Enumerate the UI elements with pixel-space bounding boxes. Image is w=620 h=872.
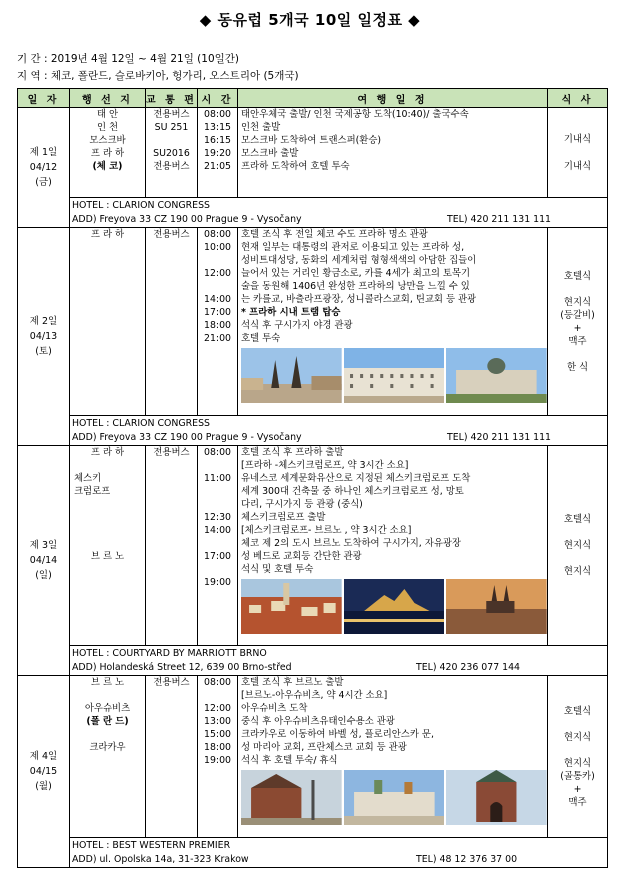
day1-weekday: (금) — [35, 177, 52, 188]
meal — [548, 348, 607, 361]
meal — [548, 526, 607, 539]
day4-photos — [241, 770, 547, 825]
transport: 전용버스 — [153, 161, 190, 172]
time: 08:00 — [203, 447, 232, 458]
day3-itinerary — [238, 446, 548, 646]
day4-weekday: (월) — [35, 781, 52, 792]
region: (체 코) — [92, 161, 123, 172]
day2-times — [198, 228, 238, 416]
time: 21:00 — [203, 333, 232, 344]
transport: 전용버스 — [153, 447, 190, 458]
day1-regions — [70, 108, 146, 198]
region — [70, 459, 145, 472]
day4-times — [198, 676, 238, 838]
itinerary-line: 호텔 조식 후 브르노 출발 — [241, 677, 344, 688]
itinerary-line: 중식 후 아우슈비츠유태인수용소 관광 — [241, 716, 395, 727]
day1-itinerary — [238, 108, 548, 198]
meal: (골통카) — [560, 770, 595, 782]
region — [70, 537, 145, 550]
itinerary-line: 크라카우로 이동하여 바벨 성, 플로리안스카 문, — [241, 729, 434, 740]
meal: 호텔식 — [563, 705, 592, 717]
time: 12:00 — [203, 703, 232, 714]
transport: 전용버스 — [153, 229, 190, 240]
hotel-name: HOTEL : CLARION CONGRESS — [72, 199, 211, 211]
itinerary-line: 모스크바 도착하여 트랜스퍼(환승) — [241, 135, 382, 146]
header-destination: 행 선 지 — [70, 89, 146, 108]
day3-photos — [241, 579, 547, 634]
time — [198, 563, 237, 576]
itinerary-line: 체코 제 2의 도시 브르노 도착하여 구시가지, 자유광장 — [241, 538, 461, 549]
itinerary-line: [프라하 -체스키크럼로프, 약 3시간 소요] — [241, 460, 409, 471]
meal — [548, 552, 607, 565]
day4-hotel-row — [18, 838, 608, 868]
hotel-address: ADD) Holandeská Street 12, 639 00 Brno-střed — [72, 661, 292, 673]
day1-hotel — [70, 198, 608, 228]
itinerary-line: 석식 후 구시가지 야경 관광 — [241, 320, 353, 331]
time: 19:00 — [203, 755, 232, 766]
day3-label: 제 3일 — [29, 540, 58, 551]
day1-row — [18, 108, 608, 198]
prague-statues-photo — [241, 348, 342, 403]
brno-cathedral-photo — [446, 579, 547, 634]
day1-label: 제 1일 — [29, 147, 58, 158]
day1-times — [198, 108, 238, 198]
region: 태 안 — [96, 109, 119, 120]
itinerary-line: 프라하 도착하여 호텔 투숙 — [241, 161, 350, 172]
header-transport: 교 통 편 — [146, 89, 198, 108]
day4-label: 제 4일 — [29, 751, 58, 762]
hotel-address: ADD) Freyova 33 CZ 190 00 Prague 9 - Vysočany — [72, 431, 302, 443]
florian-gate-photo — [446, 770, 547, 825]
time: 14:00 — [203, 525, 232, 536]
header-meals: 식 사 — [548, 89, 608, 108]
day1-transport — [146, 108, 198, 198]
day1-meals — [548, 108, 608, 198]
time: 08:00 — [203, 229, 232, 240]
itinerary-line: 성 베드로 교회등 간단한 관광 — [241, 551, 362, 562]
day1-date-cell — [18, 108, 70, 228]
meal — [548, 283, 607, 296]
meal — [548, 718, 607, 731]
day2-label: 제 2일 — [29, 316, 58, 327]
region: 프 라 하 — [90, 229, 125, 240]
itinerary-line: [체스키크럼로프- 브르노 , 약 3시간 소요] — [241, 525, 412, 536]
itinerary-line: 는 카를교, 바츨라프광장, 성니콜라스교회, 틴교회 등 관광 — [241, 294, 477, 305]
meal: 현지식 — [563, 566, 592, 577]
day3-regions — [70, 446, 146, 646]
time: 21:05 — [203, 161, 232, 172]
meal — [548, 744, 607, 757]
prague-castle-photo — [344, 348, 445, 403]
time: 17:00 — [203, 551, 232, 562]
day3-transport — [146, 446, 198, 646]
header-date: 일 자 — [18, 89, 70, 108]
hotel-tel: TEL) 420 211 131 111 — [447, 431, 552, 443]
time: 13:15 — [203, 122, 232, 133]
meal: 맥주 — [568, 335, 587, 347]
time — [198, 485, 237, 498]
time: 14:00 — [203, 294, 232, 305]
itinerary-line: 늘어서 있는 거리인 황금소로, 카를 4세가 최고의 토목기 — [241, 268, 471, 279]
time — [198, 280, 237, 293]
day3-hotel-row — [18, 646, 608, 676]
national-museum-photo — [446, 348, 547, 403]
itinerary-line: 체스키크럼로프 출발 — [241, 512, 326, 523]
itinerary-line: 석식 후 호텔 투숙/ 휴식 — [241, 755, 338, 766]
region: 모스크바 — [89, 135, 126, 146]
itinerary-line: 인천 출발 — [241, 122, 281, 133]
meal: 한 식 — [566, 361, 589, 373]
transport: SU 251 — [154, 122, 189, 133]
day4-transport — [146, 676, 198, 838]
day4-date-cell — [18, 676, 70, 868]
day2-itinerary — [238, 228, 548, 416]
region: 아우슈비츠 — [84, 703, 131, 714]
itinerary-line: 성비트대성당, 동화의 세계처럼 형형색색의 아담한 집들이 — [241, 255, 477, 266]
day2-hotel-row — [18, 416, 608, 446]
itinerary-line: 유네스코 세계문화유산으로 지정된 체스키크럼로프 도착 — [241, 473, 471, 484]
time: 12:00 — [203, 268, 232, 279]
meal: 현지식 — [563, 540, 592, 551]
time: 18:00 — [203, 320, 232, 331]
itinerary-line: 성 마리아 교회, 프란체스코 교회 등 관광 — [241, 742, 407, 753]
itinerary-line: 호텔 투숙 — [241, 333, 281, 344]
time: 19:00 — [203, 577, 232, 588]
day2-transport — [146, 228, 198, 416]
meal: 호텔식 — [563, 514, 592, 525]
hotel-name: HOTEL : COURTYARD BY MARRIOTT BRNO — [72, 647, 267, 659]
travel-period: 기 간 : 2019년 4월 12일 ~ 4월 21일 (10일간) — [17, 53, 240, 65]
header-row — [18, 89, 608, 108]
region: 프 라 하 — [90, 148, 125, 159]
meal: 현지식 — [563, 757, 592, 769]
meal: + — [573, 783, 582, 795]
day3-meals — [548, 446, 608, 646]
hotel-tel: TEL) 420 211 131 111 — [447, 213, 552, 225]
day3-date: 04/14 — [29, 555, 58, 566]
day2-regions — [70, 228, 146, 416]
time — [198, 689, 237, 702]
itinerary-line: 아우슈비츠 도착 — [241, 703, 308, 714]
hotel-tel: TEL) 420 236 077 144 — [416, 661, 521, 673]
day2-meals — [548, 228, 608, 416]
region: (폴 란 드) — [86, 716, 129, 727]
time — [198, 459, 237, 472]
day1-hotel-row — [18, 198, 608, 228]
meal: + — [573, 322, 582, 334]
hotel-name: HOTEL : CLARION CONGRESS — [72, 417, 211, 429]
time: 17:00 — [203, 307, 232, 318]
time — [198, 254, 237, 267]
travel-region: 지 역 : 체코, 폴란드, 슬로바키아, 헝가리, 오스트리아 (5개국) — [17, 70, 299, 82]
day3-hotel — [70, 646, 608, 676]
day2-date: 04/13 — [29, 331, 58, 342]
hotel-name: HOTEL : BEST WESTERN PREMIER — [72, 839, 231, 851]
wawel-castle-photo — [344, 770, 445, 825]
day2-photos — [241, 348, 547, 403]
region: 브 르 노 — [90, 551, 125, 562]
time: 16:15 — [203, 135, 232, 146]
region: 브 르 노 — [90, 677, 125, 688]
meal: 현지식 — [563, 731, 592, 743]
day4-hotel — [70, 838, 608, 868]
region: 프 라 하 — [90, 447, 125, 458]
time: 08:00 — [203, 109, 232, 120]
meal: (등갈비) — [560, 309, 595, 321]
meal: 호텔식 — [563, 270, 592, 282]
region — [70, 524, 145, 537]
document-title: ◆ 동유럽 5개국 10일 일정표 ◆ — [199, 11, 421, 29]
itinerary-line: 술을 동원해 1406년 완성한 프라하의 낭만을 느낄 수 있 — [241, 281, 470, 292]
prague-night-photo — [344, 579, 445, 634]
hotel-tel: TEL) 48 12 376 37 00 — [416, 853, 518, 865]
region: 크럼로프 — [74, 486, 111, 497]
region — [70, 689, 145, 702]
day3-weekday: (일) — [35, 570, 52, 581]
itinerary-line: * 프라하 시내 트램 탑승 — [241, 307, 341, 318]
itinerary-line: 태안우체국 출발/ 인천 국제공항 도착(10:40)/ 출국수속 — [241, 109, 469, 120]
day2-weekday: (토) — [35, 346, 52, 357]
itinerary-line: [브르노-아우슈비츠, 약 4시간 소요] — [241, 690, 388, 701]
transport: 전용버스 — [153, 677, 190, 688]
day3-date-cell — [18, 446, 70, 676]
itinerary-line: 세계 300대 건축물 중 하나인 체스키크럼로프 성, 망토 — [241, 486, 464, 497]
itinerary-line: 모스크바 출발 — [241, 148, 299, 159]
day2-hotel — [70, 416, 608, 446]
day4-date: 04/15 — [29, 766, 58, 777]
meal: 기내식 — [563, 160, 592, 172]
meal: 현지식 — [563, 296, 592, 308]
time — [198, 498, 237, 511]
time: 12:30 — [203, 512, 232, 523]
time — [198, 537, 237, 550]
day3-row — [18, 446, 608, 646]
region: 크라카우 — [89, 742, 126, 753]
itinerary-line: 호텔 조식 후 프라하 출발 — [241, 447, 344, 458]
day4-itinerary — [238, 676, 548, 838]
day4-meals — [548, 676, 608, 838]
region: 인 천 — [96, 122, 119, 133]
schedule-table — [17, 88, 608, 868]
meal: 맥주 — [568, 796, 587, 808]
cesky-krumlov-photo — [241, 579, 342, 634]
region: 체스키 — [74, 473, 102, 484]
day2-date-cell — [18, 228, 70, 446]
transport: 전용버스 — [153, 109, 190, 120]
day1-date: 04/12 — [29, 162, 58, 173]
itinerary-line: 다리, 구시가지 등 관광 (중식) — [241, 499, 363, 510]
time: 15:00 — [203, 729, 232, 740]
itinerary-line: 호텔 조식 후 전일 체코 수도 프라하 명소 관광 — [241, 229, 428, 240]
region — [70, 498, 145, 511]
day4-row — [18, 676, 608, 838]
header-itinerary: 여 행 일 정 — [238, 89, 548, 108]
itinerary-line: 현재 일부는 대통령의 관저로 이용되고 있는 프라하 성, — [241, 242, 465, 253]
header-time: 시 간 — [198, 89, 238, 108]
time: 18:00 — [203, 742, 232, 753]
itinerary-line: 석식 및 호텔 투숙 — [241, 564, 314, 575]
time: 13:00 — [203, 716, 232, 727]
day2-row — [18, 228, 608, 416]
transport — [146, 134, 197, 147]
transport: SU2016 — [153, 148, 190, 159]
day3-times — [198, 446, 238, 646]
day4-regions — [70, 676, 146, 838]
region — [70, 511, 145, 524]
time: 10:00 — [203, 242, 232, 253]
region — [70, 728, 145, 741]
time: 11:00 — [203, 473, 232, 484]
meal: 기내식 — [563, 133, 592, 145]
hotel-address: ADD) Freyova 33 CZ 190 00 Prague 9 - Vysočany — [72, 213, 302, 225]
time: 08:00 — [203, 677, 232, 688]
hotel-address: ADD) ul. Opolska 14a, 31-323 Krakow — [72, 853, 249, 865]
time: 19:20 — [203, 148, 232, 159]
auschwitz-photo — [241, 770, 342, 825]
